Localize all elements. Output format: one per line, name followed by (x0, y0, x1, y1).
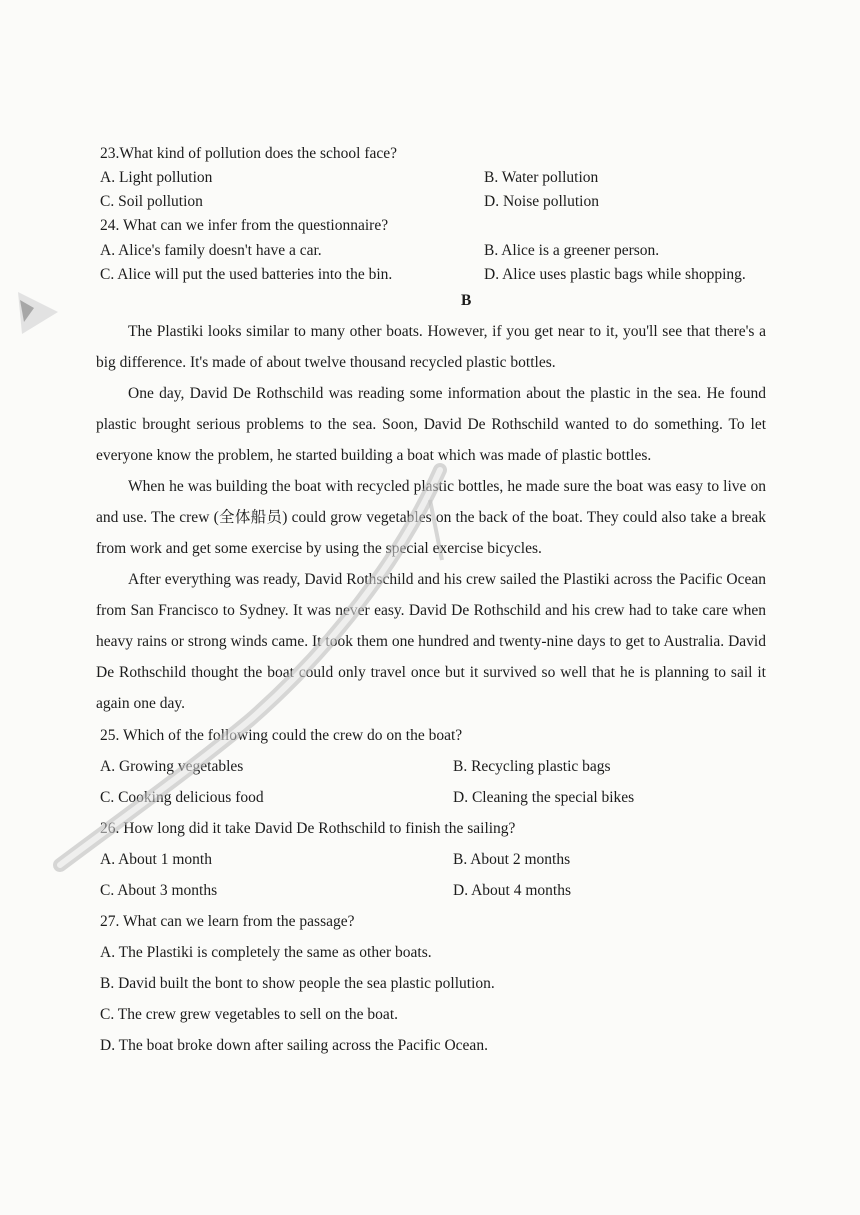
question-25-option-d: D. Cleaning the special bikes (453, 789, 635, 806)
question-23-option-d: D. Noise pollution (484, 193, 599, 210)
question-24-option-c: C. Alice will put the used batteries into the bin. (100, 266, 393, 283)
question-26-stem: 26. How long did it take David De Rothschild to finish the sailing? (100, 820, 516, 837)
question-26-option-d: D. About 4 months (453, 882, 571, 899)
question-27-option-c: C. The crew grew vegetables to sell on the boat. (100, 1006, 398, 1023)
scan-edge-mark (0, 290, 60, 340)
question-25-option-c: C. Cooking delicious food (100, 789, 264, 806)
question-25-option-b: B. Recycling plastic bags (453, 758, 611, 775)
question-25-option-a: A. Growing vegetables (100, 758, 244, 775)
question-23-option-c: C. Soil pollution (100, 193, 203, 210)
question-27-option-d: D. The boat broke down after sailing across the Pacific Ocean. (100, 1037, 488, 1054)
question-27-stem: 27. What can we learn from the passage? (100, 913, 355, 930)
question-23-option-a: A. Light pollution (100, 169, 213, 186)
passage-paragraph-3: When he was building the boat with recycled plastic bottles, he made sure the boat was easy to live on and use. The crew (全体船员) could grow vegetables on the back of the boat. They could also take a break from work and get some exercise by using the special exercise bicycles. (96, 478, 766, 557)
question-26-option-a: A. About 1 month (100, 851, 212, 868)
question-24-option-a: A. Alice's family doesn't have a car. (100, 242, 322, 259)
question-24-option-b: B. Alice is a greener person. (484, 242, 660, 259)
section-heading: B (461, 292, 472, 309)
question-27-option-a: A. The Plastiki is completely the same as other boats. (100, 944, 432, 961)
question-24-option-d: D. Alice uses plastic bags while shopping. (484, 266, 746, 283)
question-24-stem: 24. What can we infer from the questionnaire? (100, 217, 389, 234)
passage-paragraph-1: The Plastiki looks similar to many other boats. However, if you get near to it, you'll see that there's a big difference. It's made of about twelve thousand recycled plastic bottles. (96, 323, 766, 371)
passage-paragraph-2: One day, David De Rothschild was reading some information about the plastic in the sea. He found plastic brought serious problems to the sea. Soon, David De Rothschild wanted to do something. To let everyone know the problem, he started building a boat which was made of plastic bottles. (96, 385, 766, 464)
question-23-option-b: B. Water pollution (484, 169, 599, 186)
passage-paragraph-4: After everything was ready, David Rothschild and his crew sailed the Plastiki across the Pacific Ocean from San Francisco to Sydney. It was never easy. David De Rothschild and his crew had to take care when heavy rains or strong winds came. It took them one hundred and twenty-nine days to get to Australia. David De Rothschild thought the boat could only travel once but it survived so well that he is planning to sail it again one day. (96, 571, 766, 712)
question-26-option-c: C. About 3 months (100, 882, 218, 899)
question-25-stem: 25. Which of the following could the crew do on the boat? (100, 727, 463, 744)
question-27-option-b: B. David built the bont to show people the sea plastic pollution. (100, 975, 495, 992)
question-23-stem: 23.What kind of pollution does the school face? (100, 145, 398, 162)
question-26-option-b: B. About 2 months (453, 851, 571, 868)
